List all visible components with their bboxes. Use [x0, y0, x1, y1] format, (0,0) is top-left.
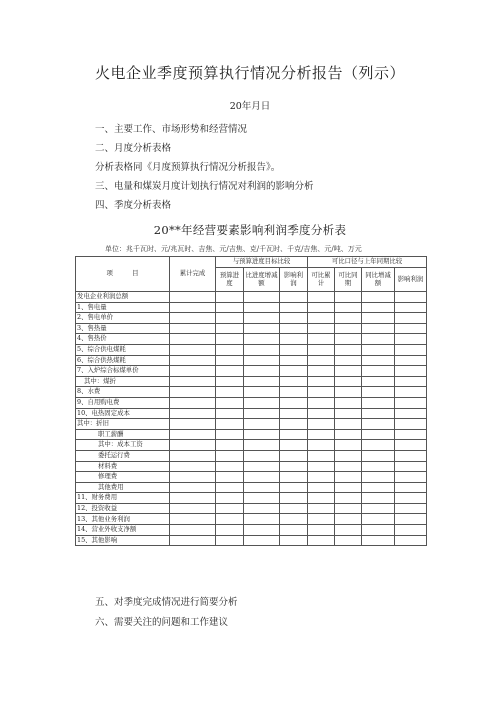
value-cell: [335, 535, 362, 546]
value-cell: [335, 334, 362, 345]
value-cell: [335, 482, 362, 493]
value-cell: [308, 461, 335, 472]
table-row: [76, 408, 427, 419]
value-cell: [308, 292, 335, 303]
analysis-table: [75, 256, 427, 546]
value-cell: [395, 302, 427, 313]
header-yoy-cumulative: 可比累计: [308, 268, 335, 292]
value-cell: [216, 429, 244, 440]
table-row: [76, 376, 427, 387]
value-cell: [335, 461, 362, 472]
value-cell: [308, 429, 335, 440]
value-cell: [280, 323, 308, 334]
value-cell: [335, 397, 362, 408]
value-cell: [395, 387, 427, 398]
value-cell: [216, 408, 244, 419]
value-cell: [395, 535, 427, 546]
value-cell: [216, 292, 244, 303]
header-yoy-profit: 影响利润: [395, 268, 427, 292]
value-cell: [280, 366, 308, 377]
row-label: 其中：成本工资: [76, 440, 170, 451]
value-cell: [395, 397, 427, 408]
value-cell: [170, 334, 216, 345]
value-cell: [280, 429, 308, 440]
value-cell: [308, 450, 335, 461]
value-cell: [170, 503, 216, 514]
value-cell: [170, 535, 216, 546]
value-cell: [362, 366, 395, 377]
value-cell: [170, 355, 216, 366]
value-cell: [244, 419, 280, 430]
value-cell: [280, 292, 308, 303]
table-title: 20**年经营要素影响利润季度分析表: [153, 223, 347, 237]
row-label: 14、营业外收支净额: [76, 525, 170, 536]
value-cell: [308, 482, 335, 493]
value-cell: [280, 503, 308, 514]
value-cell: [170, 323, 216, 334]
row-label: 4、售热价: [76, 334, 170, 345]
value-cell: [395, 323, 427, 334]
value-cell: [170, 344, 216, 355]
value-cell: [280, 313, 308, 324]
value-cell: [308, 387, 335, 398]
value-cell: [395, 355, 427, 366]
row-label: 其他费用: [76, 482, 170, 493]
value-cell: [244, 461, 280, 472]
value-cell: [362, 397, 395, 408]
value-cell: [335, 323, 362, 334]
value-cell: [170, 461, 216, 472]
table-row: [76, 419, 427, 430]
value-cell: [216, 334, 244, 345]
value-cell: [308, 355, 335, 366]
value-cell: [216, 344, 244, 355]
value-cell: [308, 503, 335, 514]
row-label: 10、电热固定成本: [76, 408, 170, 419]
value-cell: [244, 472, 280, 483]
value-cell: [335, 355, 362, 366]
value-cell: [170, 482, 216, 493]
value-cell: [216, 482, 244, 493]
value-cell: [216, 503, 244, 514]
value-cell: [170, 525, 216, 536]
row-label: 11、财务费用: [76, 493, 170, 504]
value-cell: [280, 525, 308, 536]
table-row: [76, 525, 427, 536]
header-budget-delta: 比进度增减额: [244, 268, 280, 292]
value-cell: [362, 387, 395, 398]
value-cell: [395, 376, 427, 387]
value-cell: [280, 535, 308, 546]
value-cell: [170, 387, 216, 398]
value-cell: [395, 419, 427, 430]
value-cell: [335, 313, 362, 324]
table-row: [76, 503, 427, 514]
value-cell: [280, 355, 308, 366]
value-cell: [395, 472, 427, 483]
value-cell: [308, 366, 335, 377]
table-body: [76, 292, 427, 546]
value-cell: [280, 472, 308, 483]
value-cell: [244, 514, 280, 525]
value-cell: [362, 292, 395, 303]
value-cell: [170, 493, 216, 504]
value-cell: [362, 482, 395, 493]
table-row: [76, 397, 427, 408]
value-cell: [395, 461, 427, 472]
value-cell: [335, 292, 362, 303]
value-cell: [335, 408, 362, 419]
value-cell: [280, 408, 308, 419]
value-cell: [216, 419, 244, 430]
value-cell: [280, 450, 308, 461]
row-label: 委托运行费: [76, 450, 170, 461]
table-row: [76, 334, 427, 345]
section-6: 六、需要关注的问题和工作建议: [95, 617, 229, 628]
value-cell: [362, 503, 395, 514]
value-cell: [280, 376, 308, 387]
table-row: [76, 493, 427, 504]
value-cell: [280, 440, 308, 451]
value-cell: [335, 419, 362, 430]
table-row: [76, 472, 427, 483]
value-cell: [362, 334, 395, 345]
value-cell: [280, 514, 308, 525]
value-cell: [244, 313, 280, 324]
value-cell: [308, 302, 335, 313]
value-cell: [280, 493, 308, 504]
value-cell: [170, 450, 216, 461]
header-cumulative: 累计完成: [170, 257, 216, 292]
value-cell: [170, 366, 216, 377]
value-cell: [308, 344, 335, 355]
header-group-budget: 与预算进度目标比较: [216, 257, 308, 268]
value-cell: [244, 355, 280, 366]
value-cell: [362, 323, 395, 334]
value-cell: [335, 440, 362, 451]
report-date: 20年月日: [229, 101, 271, 112]
value-cell: [280, 344, 308, 355]
value-cell: [362, 344, 395, 355]
value-cell: [216, 525, 244, 536]
value-cell: [362, 302, 395, 313]
value-cell: [244, 344, 280, 355]
row-label: 7、入炉综合标煤单价: [76, 366, 170, 377]
table-row: [76, 355, 427, 366]
row-label: 发电企业利润总额: [76, 292, 170, 303]
value-cell: [170, 302, 216, 313]
value-cell: [244, 292, 280, 303]
table-row: [76, 461, 427, 472]
value-cell: [395, 493, 427, 504]
table-row: [76, 482, 427, 493]
value-cell: [308, 408, 335, 419]
value-cell: [362, 461, 395, 472]
value-cell: [244, 302, 280, 313]
row-label: 职工薪酬: [76, 429, 170, 440]
section-3: 三、电量和煤炭月度计划执行情况对利润的影响分析: [95, 181, 314, 192]
value-cell: [244, 334, 280, 345]
value-cell: [335, 503, 362, 514]
row-label: 12、投资收益: [76, 503, 170, 514]
value-cell: [362, 525, 395, 536]
value-cell: [395, 525, 427, 536]
value-cell: [216, 535, 244, 546]
value-cell: [335, 472, 362, 483]
header-budget-profit: 影响利润: [280, 268, 308, 292]
value-cell: [244, 376, 280, 387]
value-cell: [280, 419, 308, 430]
value-cell: [244, 366, 280, 377]
value-cell: [395, 292, 427, 303]
value-cell: [170, 440, 216, 451]
value-cell: [395, 514, 427, 525]
row-label: 修理费: [76, 472, 170, 483]
row-label: 2、售电单价: [76, 313, 170, 324]
value-cell: [244, 503, 280, 514]
value-cell: [170, 429, 216, 440]
value-cell: [335, 429, 362, 440]
value-cell: [395, 334, 427, 345]
row-label: 1、售电量: [76, 302, 170, 313]
row-label: 其中：煤折: [76, 376, 170, 387]
value-cell: [216, 355, 244, 366]
value-cell: [170, 514, 216, 525]
value-cell: [170, 313, 216, 324]
value-cell: [170, 419, 216, 430]
value-cell: [362, 450, 395, 461]
value-cell: [335, 344, 362, 355]
value-cell: [244, 323, 280, 334]
section-5: 五、对季度完成情况进行简要分析: [95, 597, 238, 608]
value-cell: [362, 472, 395, 483]
value-cell: [216, 461, 244, 472]
value-cell: [308, 419, 335, 430]
value-cell: [395, 482, 427, 493]
value-cell: [362, 429, 395, 440]
table-row: [76, 302, 427, 313]
value-cell: [395, 450, 427, 461]
value-cell: [395, 429, 427, 440]
value-cell: [280, 482, 308, 493]
value-cell: [335, 387, 362, 398]
table-row: [76, 323, 427, 334]
row-label: 3、售热量: [76, 323, 170, 334]
value-cell: [244, 397, 280, 408]
value-cell: [216, 450, 244, 461]
value-cell: [280, 397, 308, 408]
value-cell: [362, 408, 395, 419]
value-cell: [280, 334, 308, 345]
value-cell: [362, 535, 395, 546]
value-cell: [335, 450, 362, 461]
value-cell: [395, 440, 427, 451]
value-cell: [244, 429, 280, 440]
header-item: 项 目: [76, 257, 170, 292]
table-row: [76, 450, 427, 461]
value-cell: [308, 535, 335, 546]
table-row: [76, 387, 427, 398]
row-label: 材料费: [76, 461, 170, 472]
value-cell: [308, 514, 335, 525]
table-row: [76, 292, 427, 303]
value-cell: [216, 366, 244, 377]
value-cell: [244, 535, 280, 546]
row-label: 13、其他业务利润: [76, 514, 170, 525]
value-cell: [335, 366, 362, 377]
value-cell: [308, 472, 335, 483]
table-row: [76, 535, 427, 546]
value-cell: [335, 493, 362, 504]
header-yoy-delta: 同比增减额: [362, 268, 395, 292]
row-label: 其中：折旧: [76, 419, 170, 430]
value-cell: [216, 323, 244, 334]
row-label: 5、综合供电煤耗: [76, 344, 170, 355]
value-cell: [395, 344, 427, 355]
section-4: 四、季度分析表格: [95, 200, 172, 211]
header-yoy-period: 可比同期: [335, 268, 362, 292]
value-cell: [395, 408, 427, 419]
value-cell: [170, 408, 216, 419]
table-row: [76, 344, 427, 355]
row-label: 8、水费: [76, 387, 170, 398]
value-cell: [244, 440, 280, 451]
value-cell: [335, 302, 362, 313]
value-cell: [170, 376, 216, 387]
table-row: [76, 440, 427, 451]
value-cell: [216, 514, 244, 525]
value-cell: [308, 376, 335, 387]
value-cell: [395, 366, 427, 377]
value-cell: [216, 472, 244, 483]
value-cell: [216, 440, 244, 451]
table-row: [76, 514, 427, 525]
value-cell: [244, 387, 280, 398]
value-cell: [308, 525, 335, 536]
value-cell: [216, 313, 244, 324]
value-cell: [362, 313, 395, 324]
value-cell: [362, 355, 395, 366]
section-1: 一、主要工作、市场形势和经营情况: [95, 124, 248, 135]
section-2-note: 分析表格同《月度预算执行情况分析报告》。: [95, 162, 281, 173]
value-cell: [308, 313, 335, 324]
value-cell: [395, 503, 427, 514]
value-cell: [216, 387, 244, 398]
value-cell: [216, 493, 244, 504]
value-cell: [362, 514, 395, 525]
section-2: 二、月度分析表格: [95, 143, 172, 154]
value-cell: [170, 397, 216, 408]
value-cell: [216, 376, 244, 387]
value-cell: [362, 440, 395, 451]
value-cell: [335, 525, 362, 536]
value-cell: [362, 493, 395, 504]
value-cell: [216, 397, 244, 408]
value-cell: [280, 461, 308, 472]
value-cell: [308, 323, 335, 334]
value-cell: [308, 334, 335, 345]
value-cell: [244, 525, 280, 536]
value-cell: [335, 376, 362, 387]
value-cell: [308, 493, 335, 504]
table-row: [76, 366, 427, 377]
value-cell: [244, 493, 280, 504]
value-cell: [244, 408, 280, 419]
row-label: 15、其他影响: [76, 535, 170, 546]
table-row: [76, 313, 427, 324]
value-cell: [335, 514, 362, 525]
report-title: 火电企业季度预算执行情况分析报告（列示）: [94, 64, 405, 82]
value-cell: [170, 472, 216, 483]
value-cell: [244, 450, 280, 461]
value-cell: [308, 397, 335, 408]
value-cell: [362, 376, 395, 387]
value-cell: [216, 302, 244, 313]
value-cell: [280, 302, 308, 313]
value-cell: [244, 482, 280, 493]
row-label: 9、自用购电费: [76, 397, 170, 408]
header-group-yoy: 可比口径与上年同期比较: [308, 257, 427, 268]
header-budget-progress: 预算进度: [216, 268, 244, 292]
value-cell: [395, 313, 427, 324]
units-line: 单位：兆千瓦时、元/兆瓦时、吉焦、元/吉焦、克/千瓦时、千克/吉焦、元/吨、万元: [105, 245, 362, 253]
value-cell: [362, 419, 395, 430]
value-cell: [170, 292, 216, 303]
value-cell: [280, 387, 308, 398]
table-row: [76, 429, 427, 440]
value-cell: [308, 440, 335, 451]
row-label: 6、综合供热煤耗: [76, 355, 170, 366]
